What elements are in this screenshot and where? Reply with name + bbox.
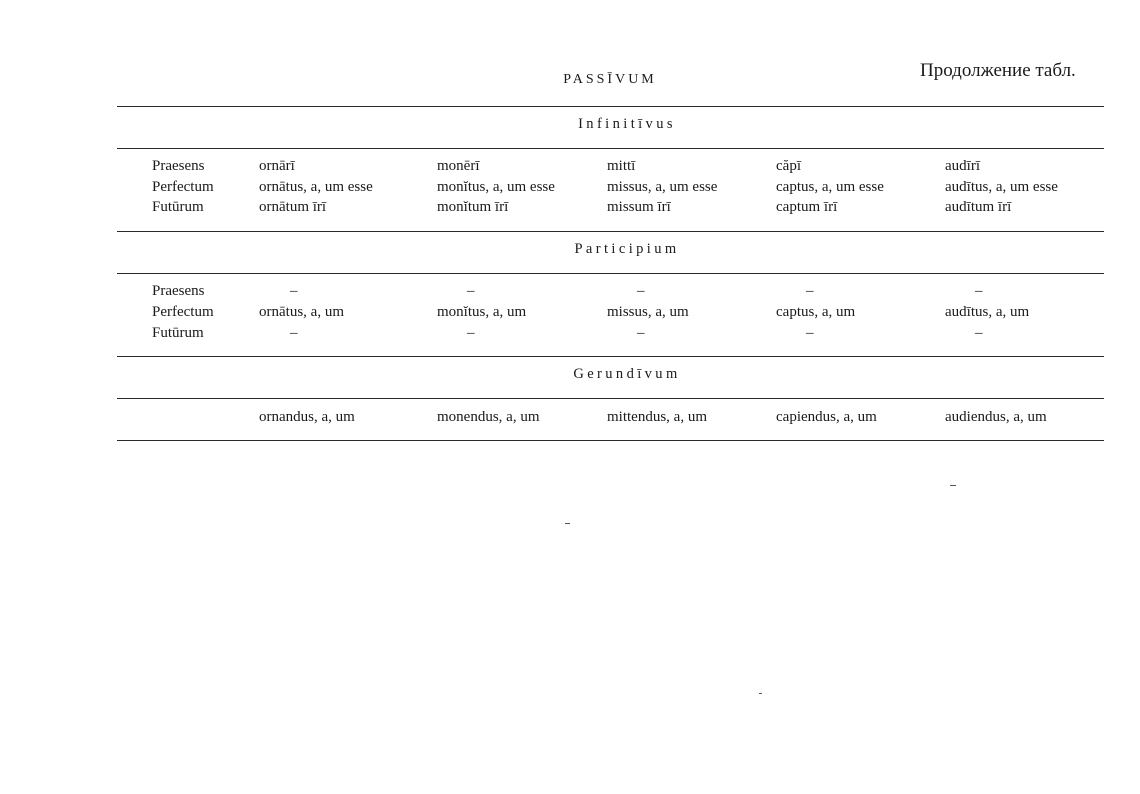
rule-participium-end [117,356,1104,357]
table-cell: – [806,325,814,341]
rule-infinitivus-end [117,231,1104,232]
table-cell: – [637,283,645,299]
table-cell: ornandus, a, um [259,409,355,425]
rule-gerundivum-bottom [117,398,1104,399]
table-cell: missus, a, um esse [607,179,718,195]
table-cell: – [290,325,298,341]
table-cell: – [290,283,298,299]
table-cell: – [467,325,475,341]
table-cell: audītus, a, um esse [945,179,1058,195]
table-cell: – [975,283,983,299]
section-title-gerundivum: Gerundīvum [573,366,681,382]
rule-top [117,106,1104,107]
section-title-participium: Participium [574,241,680,257]
scan-speck [950,485,956,486]
table-cell: capiendus, a, um [776,409,877,425]
table-cell: – [467,283,475,299]
table-cell: audiendus, a, um [945,409,1047,425]
row-label: Futūrum [152,199,204,215]
table-cell: ornārī [259,158,295,174]
table-cell: audīrī [945,158,980,174]
table-cell: captus, a, um [776,304,856,320]
table-cell: monendus, a, um [437,409,540,425]
rule-participium-bottom [117,273,1104,274]
table-continuation-note: Продолжение табл. [920,60,1076,81]
row-label: Praesens [152,158,205,174]
table-cell: audītum īrī [945,199,1012,215]
voice-title: PASSĪVUM [563,72,657,87]
row-label: Futūrum [152,325,204,341]
section-title-infinitivus: Infinitīvus [578,116,676,132]
table-cell: – [637,325,645,341]
row-label: Praesens [152,283,205,299]
table-cell: audītus, a, um [945,304,1030,320]
table-cell: mittendus, a, um [607,409,707,425]
table-cell: mittī [607,158,636,174]
table-cell: monĭtus, a, um [437,304,527,320]
table-cell: – [806,283,814,299]
table-cell: missus, a, um [607,304,689,320]
table-cell: căpī [776,158,801,174]
table-cell: monĭtum īrī [437,199,509,215]
table-cell: captus, a, um esse [776,179,884,195]
table-cell: ornātum īrī [259,199,327,215]
rule-infinitivus-bottom [117,148,1104,149]
scan-speck [565,523,570,524]
table-cell: captum īrī [776,199,838,215]
rule-table-end [117,440,1104,441]
row-label: Perfectum [152,304,214,320]
table-cell: monērī [437,158,480,174]
table-cell: monĭtus, a, um esse [437,179,555,195]
table-cell: – [975,325,983,341]
scan-speck [759,693,762,694]
row-label: Perfectum [152,179,214,195]
table-cell: ornātus, a, um [259,304,344,320]
table-cell: ornātus, a, um esse [259,179,373,195]
table-cell: missum īrī [607,199,671,215]
